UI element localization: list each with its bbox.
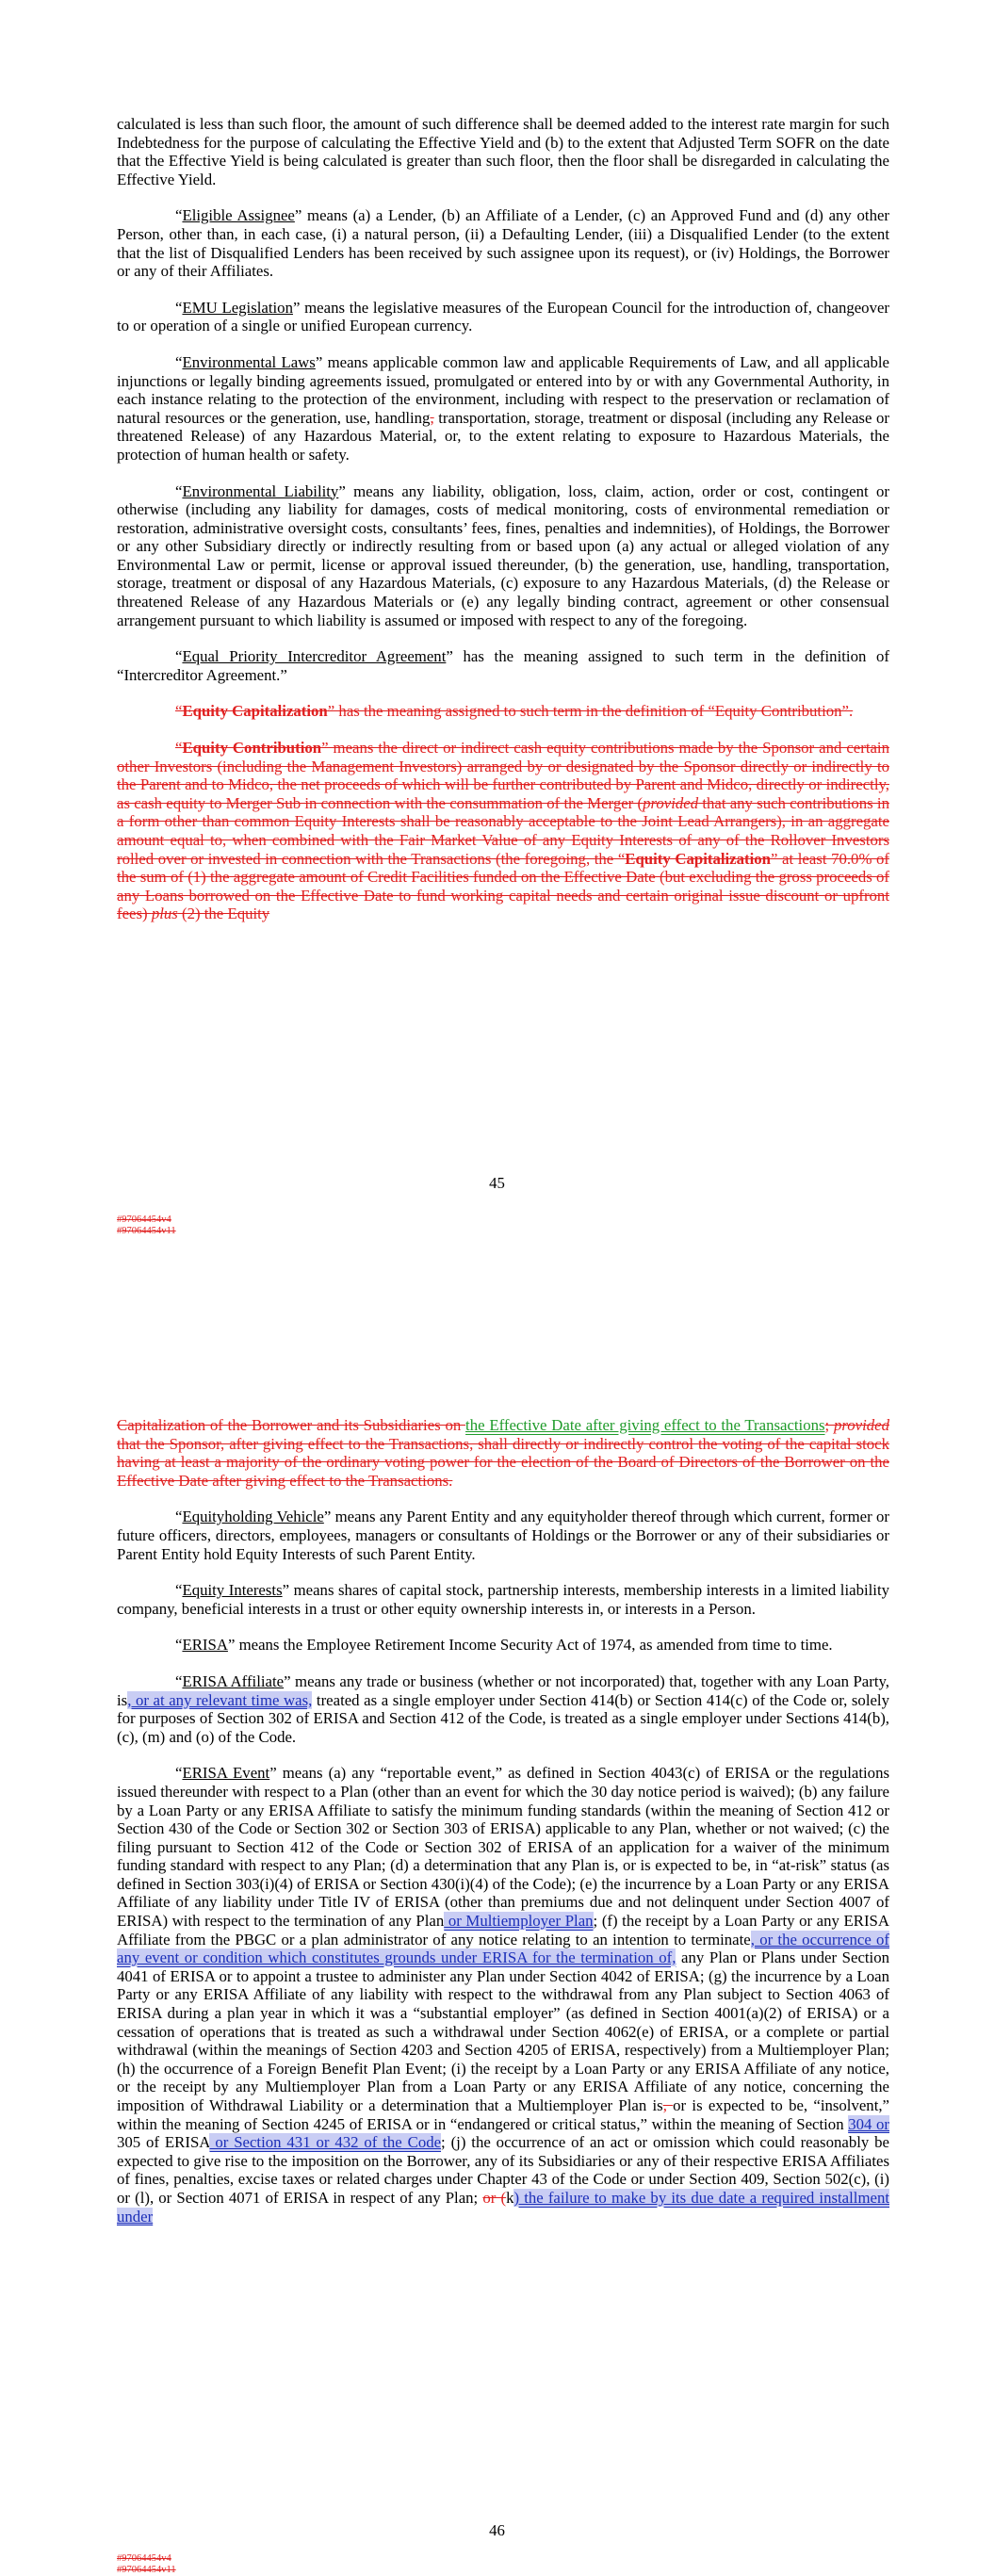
definition-text: ; (j) the occurrence of an act or omission which could reasonably be expected to give rise to the imposition on the Borrower, any of its Subsidiaries or any of their respective ERISA Affiliates of fines, penalties, excise taxes or related charges under Chapter 43 of the Code or under Section 409, Section 502(c), (i) or (l), or Section 4071 of ERISA in respect of any Plan; — [117, 2133, 889, 2207]
doc-version-new: #97064454v11 — [117, 2565, 176, 2575]
document-id-footer — [117, 1215, 176, 1237]
page-number: 46 — [489, 2521, 505, 2539]
definition-text: ” means any trade or business (whether or not incorporated) that, together with any Loan Party, is — [117, 1671, 889, 1709]
definition-text: ” means (a) any “reportable event,” as defined in Section 4043(c) of ERISA or the regulations issued thereunder with respect to a Plan (other than an event for which the 30 day notice period is waived); (b) any failure by a Loan Party or any ERISA Affiliate to satisfy the minimum funding standards (within the meaning of Section 412 or Section 430 of the Code or Section 302 or Section 303 of ERISA) applicable to any Plan, whether or not waived; (c) the filing pursuant to Section 412 of the Code or Section 302 of ERISA of an application for a waiver of the minimum funding standard with respect to any Plan; (d) a determination that any Plan is, or is expected to be, in “at-risk” status (as defined in Section 303(i)(4) of ERISA or Section 430(i)(4) of the Code); (e) the incurrence by a Loan Party or any ERISA Affiliate of any liability under Title IV of ERISA (other than premiums due and not delinquent under Section 4007 of ERISA) with respect to the termination of any Plan — [117, 1764, 889, 1931]
moved-text: , or the occurrence of any event or condition which constitutes grounds under ERISA for the termination of, — [117, 1930, 889, 1967]
definition-text: ” means the Employee Retirement Income Security Act of 1974, as amended from time to time. — [227, 1636, 833, 1655]
definition-equity-interests: “Equity Interests” means shares of capital stock, partnership interests, membership interests in a limited liability company, beneficial interests in a trust or other equity ownership interests in, or interests in a Person. — [117, 1581, 890, 1618]
definition-equal-priority-intercreditor: “Equal Priority Intercreditor Agreement” has the meaning assigned to such term in the definition of “Intercreditor Agreement.” — [117, 647, 889, 684]
definition-text: ” means the legislative measures of the European Council for the introduction of, changeover to or operation of a single or unified European currency. — [117, 298, 889, 335]
definition-text: ; (f) the receipt by a Loan Party or any ERISA Affiliate from the PBGC or a plan administrator of any notice relating to an intention to terminate — [117, 1912, 890, 1948]
term-equal-priority-intercreditor: Equal Priority Intercreditor Agreement — [182, 647, 447, 666]
moved-text: , or at any relevant time was, — [127, 1690, 313, 1709]
page-45 — [0, 0, 994, 1286]
term-equityholding-vehicle: Equityholding Vehicle — [182, 1508, 324, 1526]
doc-version-old: #97064454v4 — [117, 1215, 171, 1225]
definition-text: any Plan or Plans under Section 4041 of ERISA or to appoint a trustee to administer any Plan under Section 4042 of ERISA; (g) the incurrence by a Loan Party or any ERISA Affiliate of any liability with respect to the withdrawal from any Plan subject to Section 4063 of ERISA during a plan year in which it was a “substantial employer” (as defined in Section 4001(a)(2) of ERISA) or a cessation of operations that is treated as such a withdrawal under Section 4062(e) of ERISA, or a complete or partial withdrawal (within the meanings of Section 4203 and Section 4205 of ERISA, respectively) from a Multiemployer Plan; (h) the occurrence of a Foreign Benefit Plan Event; (i) the receipt by a Loan Party or any ERISA Affiliate of any notice, or the receipt by any Multiemployer Plan from a Loan Party or any ERISA Affiliate of any notice, concerning the imposition of Withdrawal Liability or a determination that a Multiemployer Plan is — [117, 1948, 889, 2114]
term-environmental-laws: Environmental Laws — [182, 352, 316, 371]
definition-text: ” means any Parent Entity and any equityholder thereof through which current, former or future officers, directors, employees, managers or consultants of Holdings or the Borrower or any of their subsidiaries or Parent Entity hold Equity Interests of such Parent Entity. — [117, 1508, 889, 1563]
provided-italic: provided — [833, 1416, 890, 1434]
definition-text: ” means (a) a Lender, (b) an Affiliate of a Lender, (c) an Approved Fund and (d) any other Person, other than, in each case, (i) a natural person, (ii) a Defaulting Lender, (iii) a Disqualified Lender (to the extent that the list of Disqualified Lenders has been received by such assignee upon its request), or (iv) Holdings, the Borrower or any of their Affiliates. — [117, 206, 889, 281]
page-number: 45 — [489, 1174, 505, 1192]
open-quote: “ — [175, 702, 183, 721]
definition-text: ” means applicable common law and applicable Requirements of Law, and all applicable injunctions or legally binding agreements issued, promulgated or entered into by or with any Governmental Authority, in each instance relating to the protection of the environment, including with respect to the preservation or reclamation of natural resources or the generation, use, handling — [117, 352, 889, 427]
moved-text: or Section 431 or 432 of the Code — [209, 2133, 442, 2152]
effective-yield-continuation: calculated is less than such floor, the amount of such difference shall be deemed added to the interest rate margin for such Indebtedness for the purpose of calculating the Effective Yield and (b) to the extent that Adjusted Term SOFR on the date that the Effective Yield is being calculated is greater than such floor, then the floor shall be disregarded in calculating the Effective Yield. — [117, 115, 889, 188]
definition-text: ” has the meaning assigned to such term in the definition of “Equity Contribution”. — [327, 702, 854, 721]
definition-equityholding-vehicle: “Equityholding Vehicle” means any Parent Entity and any equityholder thereof through which current, former or future officers, directors, employees, managers or consultants of Holdings or the Borrower or any of their subsidiaries or Parent Entity hold Equity Interests of such Parent Entity. — [117, 1508, 889, 1563]
term-emu-legislation: EMU Legislation — [182, 298, 293, 317]
deleted-text: , — [430, 408, 434, 427]
definition-text: treated as a single employer under Section 414(b) or Section 414(c) of the Code or, solely for purposes of Section 302 of ERISA and Section 412 of the Code, is treated as a single employer under Sections 414(b), (c), (m) and (o) of the Code. — [117, 1690, 889, 1746]
term-eligible-assignee: Eligible Assignee — [182, 206, 295, 225]
definition-text: ” means the direct or indirect cash equity contributions made by the Sponsor and certain other Investors (including the Management Investors) arranged by or designated by the Sponsor directly or indirectly to the Parent and to Midco, the net proceeds of which will be further contributed by Parent and Midco, directly or indirectly, as cash equity to Merger Sub in connection with the consummation of the Merger ( — [117, 739, 889, 812]
provided-italic: provided — [643, 793, 699, 812]
definition-erisa: “ERISA” means the Employee Retirement Income Security Act of 1974, as amended from time to time. — [175, 1636, 833, 1655]
definition-text: ” means any liability, obligation, loss, claim, action, order or cost, contingent or otherwise (including any liability for damages, costs of medical monitoring, costs of environmental remediation or restoration, administrative oversight costs, consultants’ fees, fines, penalties and indemnities), of Holdings, the Borrower or any other Subsidiary directly or indirectly resulting from or based upon (a) any actual or alleged violation of any Environmental Law or permit, license or approval issued thereunder, (b) the generation, use, handling, transportation, storage, treatment or disposal of any Hazardous Materials, (c) exposure to any Hazardous Materials, (d) the Release or threatened Release of any Hazardous Materials or (e) any legally binding contract, agreement or other consensual arrangement pursuant to which liability is assumed or imposed with respect to any of the foregoing. — [117, 481, 889, 629]
moved-text: or Multiemployer Plan — [444, 1912, 594, 1931]
definition-text: k — [506, 2188, 514, 2207]
definition-text: that any such contributions in a form other than common Equity Interests shall be reasonably acceptable to the Joint Lead Arrangers), in an aggregate amount equal to, when combined with the Fair Market Value of any Equity Interests of any of the Rollover Investors rolled over or invested in connection with the Transactions (the foregoing, the “ — [117, 793, 889, 868]
definition-environmental-laws: “Environmental Laws” means applicable common law and applicable Requirements of Law, and all applicable injunctions or legally binding agreements issued, promulgated or entered into by or with any Governmental Authority, in each instance relating to the protection of the environment, including with respect to the preservation or reclamation of natural resources or the generation, use, handling, transportation, storage, treatment or disposal (including any Release or threatened Release) of any Hazardous Material, or, to the extent relating to exposure to Hazardous Materials, the protection of human health or safety. — [117, 352, 889, 464]
page-45-body — [117, 115, 889, 941]
doc-version-new: #97064454v11 — [117, 1226, 176, 1236]
deleted-text: ; — [824, 1416, 834, 1434]
definition-text: ” at least 70.0% of the sum of (1) the aggregate amount of Credit Facilities funded on the Effective Date (but excluding the gross proceeds of any Loans borrowed on the Effective Date to fund working capital needs and certain original issue discount or upfront fees) — [117, 849, 889, 923]
deleted-text: Capitalization of the Borrower and its Subsidiaries on — [117, 1416, 466, 1434]
term-equity-contribution: Equity Contribution — [182, 739, 322, 758]
definition-text: 305 of ERISA — [117, 2133, 210, 2152]
definition-environmental-liability: “Environmental Liability” means any liability, obligation, loss, claim, action, order or cost, contingent or otherwise (including any liability for damages, costs of medical monitoring, costs of environmental remediation or restoration, administrative oversight costs, consultants’ fees, fines, penalties and indemnities), of Holdings, the Borrower or any other Subsidiary directly or indirectly resulting from or based upon (a) any actual or alleged violation of any Environmental Law or permit, license or approval issued thereunder, (b) the generation, use, handling, transportation, storage, treatment or disposal of any Hazardous Materials, (c) exposure to any Hazardous Materials, (d) the Release or threatened Release of any Hazardous Materials or (e) any legally binding contract, agreement or other consensual arrangement pursuant to which liability is assumed or imposed with respect to any of the foregoing. — [117, 481, 889, 629]
plus-italic: plus — [151, 905, 178, 923]
definition-text: transportation, storage, treatment or disposal (including any Release or threatened Release) of any Hazardous Material, or, to the extent relating to exposure to Hazardous Materials, the protection of human health or safety. — [117, 408, 889, 464]
moved-text: 304 or — [848, 2114, 889, 2133]
definition-text: ” has the meaning assigned to such term in the definition of “Intercreditor Agreement.” — [117, 647, 889, 684]
term-equity-interests: Equity Interests — [182, 1581, 283, 1600]
page-46 — [0, 1286, 994, 2575]
deleted-text: , — [662, 2096, 674, 2114]
definition-equity-contribution-deleted — [117, 739, 889, 923]
definition-emu-legislation: “EMU Legislation” means the legislative measures of the European Council for the introduction of, changeover to or operation of a single or unified European currency. — [117, 298, 889, 335]
term-equity-capitalization: Equity Capitalization — [182, 702, 328, 721]
definition-eligible-assignee: “Eligible Assignee” means (a) a Lender, (b) an Affiliate of a Lender, (c) an Approved Fund and (d) any other Person, other than, in each case, (i) a natural person, (ii) a Defaulting Lender, (iii) a Disqualified Lender (to the extent that the list of Disqualified Lenders has been received by such assignee upon its request), or (iv) Holdings, the Borrower or any of their Affiliates. — [117, 206, 889, 281]
deleted-text: that the Sponsor, after giving effect to the Transactions, shall directly or indirectly control the voting of the capital stock having at least a majority of the ordinary voting power for the election of the Board of Directors of the Borrower on the Effective Date after giving effect to the Transactions. — [117, 1434, 889, 1490]
page-46-body — [117, 1416, 889, 2243]
document-id-footer — [117, 2553, 176, 2576]
moved-text: ) the failure to make by its due date a required installment under — [117, 2188, 890, 2225]
deleted-text: or ( — [482, 2188, 507, 2207]
term-environmental-liability: Environmental Liability — [182, 481, 339, 500]
term-erisa-affiliate: ERISA Affiliate — [182, 1671, 285, 1690]
definition-equity-capitalization-deleted — [117, 702, 889, 721]
open-quote: “ — [175, 739, 183, 758]
definition-text: or is expected to be, “insolvent,” within the meaning of Section 4245 of ERISA or in “endangered or critical status,” within the meaning of Section — [117, 2096, 890, 2133]
definition-text: (2) the Equity — [177, 905, 270, 923]
term-erisa: ERISA — [182, 1636, 228, 1655]
term-equity-capitalization-inline: Equity Capitalization — [625, 849, 771, 868]
doc-version-old: #97064454v4 — [117, 2553, 171, 2564]
definition-erisa-event: “ERISA Event” means (a) any “reportable event,” as defined in Section 4043(c) of ERISA or the regulations issued thereunder with respect to a Plan (other than an event for which the 30 day notice period is waived); (b) any failure by a Loan Party or any ERISA Affiliate to satisfy the minimum funding standards (within the meaning of Section 412 or Section 430 of the Code or Section 302 or Section 303 of ERISA) applicable to any Plan, whether or not waived; (c) the filing pursuant to Section 412 of the Code or Section 302 of ERISA of an application for a waiver of the minimum funding standard with respect to any Plan; (d) a determination that any Plan is, or is expected to be, in “at-risk” status (as defined in Section 303(i)(4) of ERISA or Section 430(i)(4) of the Code); (e) the incurrence by a Loan Party or any ERISA Affiliate of any liability under Title IV of ERISA (other than premiums due and not delinquent under Section 4007 of ERISA) with respect to the termination of any Plan or Multiemployer Plan; (f) the receipt by a Loan Party or any ERISA Affiliate from the PBGC or a plan administrator of any notice relating to an intention to terminate, or the occurrence of any event or condition which constitutes grounds under ERISA for the termination of, any Plan or Plans under Section 4041 of ERISA or to appoint a trustee to administer any Plan under Section 4042 of ERISA; (g) the incurrence by a Loan Party or any ERISA Affiliate of any liability with respect to the withdrawal from any Plan subject to Section 4063 of ERISA during a plan year in which it was a “substantial employer” (as defined in Section 4001(a)(2) of ERISA) or a cessation of operations that is treated as such a withdrawal under Section 4062(e) of ERISA, or a complete or partial withdrawal (within the meanings of Section 4203 and Section 4205 of ERISA, respectively) from a Multiemployer Plan; (h) the occurrence of a Foreign Benefit Plan Event; (i) the receipt by a Loan Party or any ERISA Affiliate of any notice, or the receipt by any Multiemployer Plan from a Loan Party or any ERISA Affiliate of any notice, concerning the imposition of Withdrawal Liability or a determination that a Multiemployer Plan is, or is expected to be, “insolvent,” within the meaning of Section 4245 of ERISA or in “endangered or critical status,” within the meaning of Section 304 or 305 of ERISA or Section 431 or 432 of the Code; (j) the occurrence of an act or omission which could reasonably be expected to give rise to the imposition on the Borrower, any of its Subsidiaries or any of their respective ERISA Affiliates of fines, penalties, excise taxes or related charges under Chapter 43 of the Code or under Section 409, Section 502(c), (i) or (l), or Section 4071 of ERISA in respect of any Plan; or (k) the failure to make by its due date a required installment under — [117, 1764, 890, 2225]
term-erisa-event: ERISA Event — [182, 1764, 270, 1783]
equity-contribution-continuation — [117, 1416, 889, 1490]
definition-erisa-affiliate: “ERISA Affiliate” means any trade or business (whether or not incorporated) that, together with any Loan Party, is, or at any relevant time was, treated as a single employer under Section 414(b) or Section 414(c) of the Code or, solely for purposes of Section 302 of ERISA and Section 412 of the Code, is treated as a single employer under Sections 414(b), (c), (m) and (o) of the Code. — [117, 1671, 889, 1746]
inserted-text: the Effective Date after giving effect to the Transactions — [465, 1416, 825, 1434]
definition-text: ” means shares of capital stock, partnership interests, membership interests in a limited liability company, beneficial interests in a trust or other equity ownership interests in, or interests in a Person. — [117, 1581, 890, 1618]
